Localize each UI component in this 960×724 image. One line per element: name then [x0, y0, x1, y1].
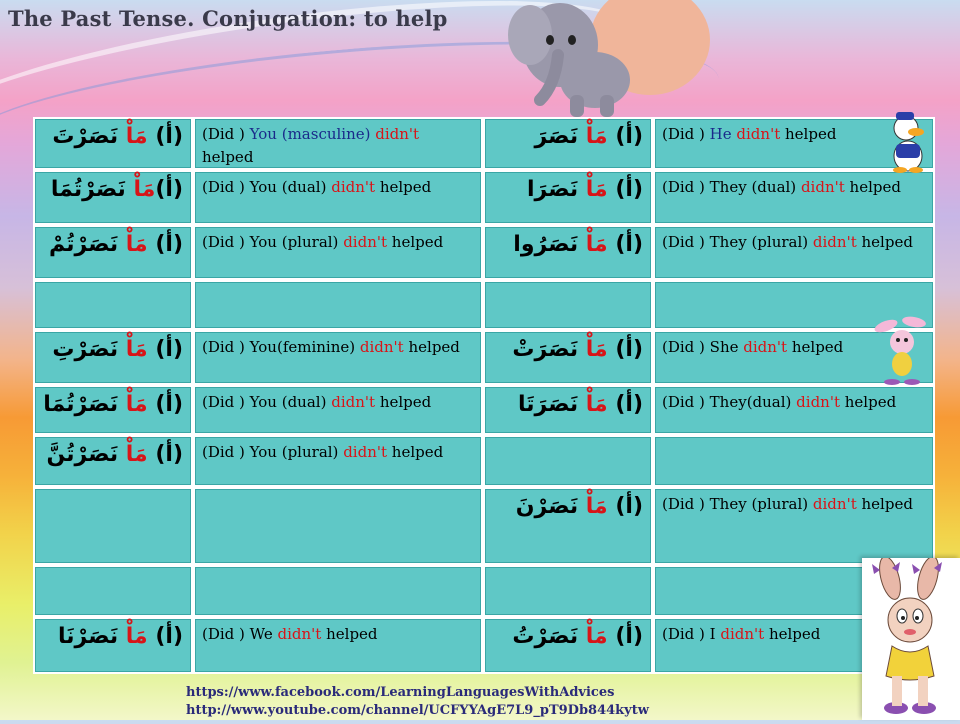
bunny-illustration	[862, 558, 960, 720]
english-subj: You (dual)	[249, 178, 332, 196]
english-neg: didn't	[331, 178, 376, 196]
arabic-pre: (أ)	[607, 232, 643, 257]
english-subj: He	[709, 125, 737, 143]
english-neg: didn't	[343, 233, 388, 251]
english-did: (Did )	[202, 625, 250, 643]
english-rest: helped	[856, 495, 913, 513]
english-rest: helped	[387, 233, 444, 251]
english-did: (Did )	[202, 125, 250, 143]
arabic-verb: نَصَرْتُمَا	[50, 177, 134, 202]
english-neg: didn't	[736, 125, 781, 143]
english-rest: helped	[844, 178, 901, 196]
english-did: (Did )	[202, 233, 250, 251]
english-cell-left	[193, 170, 483, 225]
arabic-neg: مَاْ	[133, 177, 156, 202]
arabic-verb: نَصَرْنَ	[515, 494, 586, 519]
arabic-verb: نَصَرْتُمْ	[49, 232, 126, 257]
english-subj: You(feminine)	[249, 338, 360, 356]
english-did: (Did )	[662, 125, 710, 143]
english-cell-right	[653, 225, 935, 280]
arabic-pre: (أ)	[147, 624, 183, 649]
arabic-pre: (أ)	[147, 442, 183, 467]
arabic-neg: مَاْ	[585, 337, 608, 362]
arabic-pre: (أ)	[147, 337, 183, 362]
arabic-pre: (أ)	[607, 177, 643, 202]
english-cell-left	[193, 565, 483, 617]
english-neg: didn't	[812, 495, 857, 513]
arabic-neg: مَاْ	[125, 442, 148, 467]
english-subj: You (plural)	[249, 443, 344, 461]
arabic-cell-left	[33, 117, 193, 170]
english-cell-left	[193, 280, 483, 330]
english-neg: didn't	[343, 443, 388, 461]
arabic-verb: نَصَرْتُمَا	[43, 392, 126, 417]
arabic-verb: نَصَرَا	[526, 177, 586, 202]
arabic-pre: (أ)	[147, 124, 183, 149]
arabic-cell-right	[483, 117, 653, 170]
arabic-cell-right	[483, 565, 653, 617]
arabic-cell-right	[483, 170, 653, 225]
english-subj: They (plural)	[709, 495, 813, 513]
english-neg: didn't	[812, 233, 857, 251]
arabic-cell-left	[33, 170, 193, 225]
english-cell-right	[653, 487, 935, 565]
english-subj: We	[249, 625, 278, 643]
page-title: The Past Tense. Conjugation: to help	[8, 6, 448, 31]
elephant-illustration	[500, 0, 710, 120]
english-did: (Did )	[662, 178, 710, 196]
english-subj: They (dual)	[709, 178, 801, 196]
arabic-cell-left	[33, 225, 193, 280]
english-subj: You (masculine)	[249, 125, 376, 143]
english-cell-left	[193, 617, 483, 674]
arabic-verb: نَصَرَ	[534, 124, 586, 149]
english-did: (Did )	[662, 495, 710, 513]
arabic-verb: نَصَرْتُنَّ	[46, 442, 126, 467]
footer-links	[186, 684, 649, 720]
arabic-verb: نَصَرُوا	[513, 232, 586, 257]
arabic-cell-right	[483, 435, 653, 487]
arabic-pre: (أ)	[155, 177, 183, 202]
arabic-pre: (أ)	[147, 232, 183, 257]
english-cell-left	[193, 435, 483, 487]
arabic-cell-left	[33, 280, 193, 330]
arabic-cell-right	[483, 487, 653, 565]
arabic-neg: مَاْ	[585, 624, 608, 649]
arabic-cell-left	[33, 385, 193, 435]
english-rest: helped	[321, 625, 378, 643]
arabic-pre: (أ)	[607, 624, 643, 649]
english-subj: She	[709, 338, 744, 356]
arabic-cell-left	[33, 435, 193, 487]
english-rest: helped	[403, 338, 460, 356]
english-did: (Did )	[662, 233, 710, 251]
arabic-cell-left	[33, 330, 193, 385]
english-rest: helped	[764, 625, 821, 643]
english-neg: didn't	[800, 178, 845, 196]
arabic-neg: مَاْ	[585, 232, 608, 257]
english-cell-left	[193, 385, 483, 435]
english-did: (Did )	[202, 178, 250, 196]
facebook-link[interactable]: https://www.facebook.com/LearningLanguagesWithAdvices	[186, 685, 615, 700]
arabic-pre: (أ)	[147, 392, 183, 417]
english-cell-left	[193, 330, 483, 385]
arabic-pre: (أ)	[607, 124, 643, 149]
english-cell-right	[653, 435, 935, 487]
arabic-pre: (أ)	[607, 337, 643, 362]
arabic-neg: مَاْ	[125, 232, 148, 257]
english-neg: didn't	[359, 338, 404, 356]
arabic-cell-left	[33, 617, 193, 674]
arabic-verb: نَصَرْنَا	[57, 624, 126, 649]
english-did: (Did )	[662, 625, 710, 643]
english-neg: didn't	[331, 393, 376, 411]
donald-duck-illustration	[884, 108, 932, 174]
english-rest: helped	[387, 443, 444, 461]
english-cell-right	[653, 385, 935, 435]
arabic-cell-right	[483, 330, 653, 385]
english-rest: helped	[202, 148, 254, 166]
english-cell-left	[193, 487, 483, 565]
arabic-neg: مَاْ	[125, 337, 148, 362]
arabic-neg: مَاْ	[585, 392, 608, 417]
english-did: (Did )	[202, 338, 250, 356]
arabic-neg: مَاْ	[585, 177, 608, 202]
arabic-neg: مَاْ	[585, 494, 608, 519]
arabic-pre: (أ)	[607, 494, 643, 519]
english-cell-left	[193, 117, 483, 170]
english-rest: helped	[840, 393, 897, 411]
arabic-neg: مَاْ	[125, 124, 148, 149]
english-neg: didn't	[277, 625, 322, 643]
arabic-verb: نَصَرَتَا	[517, 392, 586, 417]
bunny-picture-card	[862, 558, 960, 720]
arabic-verb: نَصَرْتِ	[52, 337, 126, 362]
english-did: (Did )	[662, 393, 710, 411]
english-rest: helped	[856, 233, 913, 251]
english-did: (Did )	[202, 393, 250, 411]
arabic-neg: مَاْ	[125, 392, 148, 417]
english-subj: They (plural)	[709, 233, 813, 251]
english-neg: didn't	[375, 125, 420, 143]
english-subj: I	[709, 625, 721, 643]
arabic-verb: نَصَرْتَ	[52, 124, 126, 149]
english-rest: helped	[787, 338, 844, 356]
english-cell-right	[653, 170, 935, 225]
arabic-cell-right	[483, 280, 653, 330]
arabic-cell-right	[483, 617, 653, 674]
english-subj: You (plural)	[249, 233, 344, 251]
arabic-cell-left	[33, 487, 193, 565]
conjugation-table	[33, 117, 935, 674]
arabic-neg: مَاْ	[125, 624, 148, 649]
english-neg: didn't	[720, 625, 765, 643]
english-neg: didn't	[743, 338, 788, 356]
arabic-verb: نَصَرْتُ	[512, 624, 586, 649]
english-neg: didn't	[796, 393, 840, 411]
english-cell-left	[193, 225, 483, 280]
youtube-link[interactable]: http://www.youtube.com/channel/UCFYYAgE7L9_pT9Db844kytw	[186, 703, 649, 718]
arabic-cell-right	[483, 385, 653, 435]
arabic-cell-left	[33, 565, 193, 617]
english-rest: helped	[780, 125, 837, 143]
bunny-character-illustration	[872, 314, 934, 386]
english-rest: helped	[375, 393, 432, 411]
arabic-neg: مَاْ	[585, 124, 608, 149]
arabic-cell-right	[483, 225, 653, 280]
english-subj: You (dual)	[249, 393, 332, 411]
arabic-verb: نَصَرَتْ	[512, 337, 586, 362]
english-rest: helped	[375, 178, 432, 196]
english-did: (Did )	[662, 338, 710, 356]
english-did: (Did )	[202, 443, 250, 461]
english-subj: They(dual)	[709, 393, 797, 411]
arabic-pre: (أ)	[607, 392, 643, 417]
